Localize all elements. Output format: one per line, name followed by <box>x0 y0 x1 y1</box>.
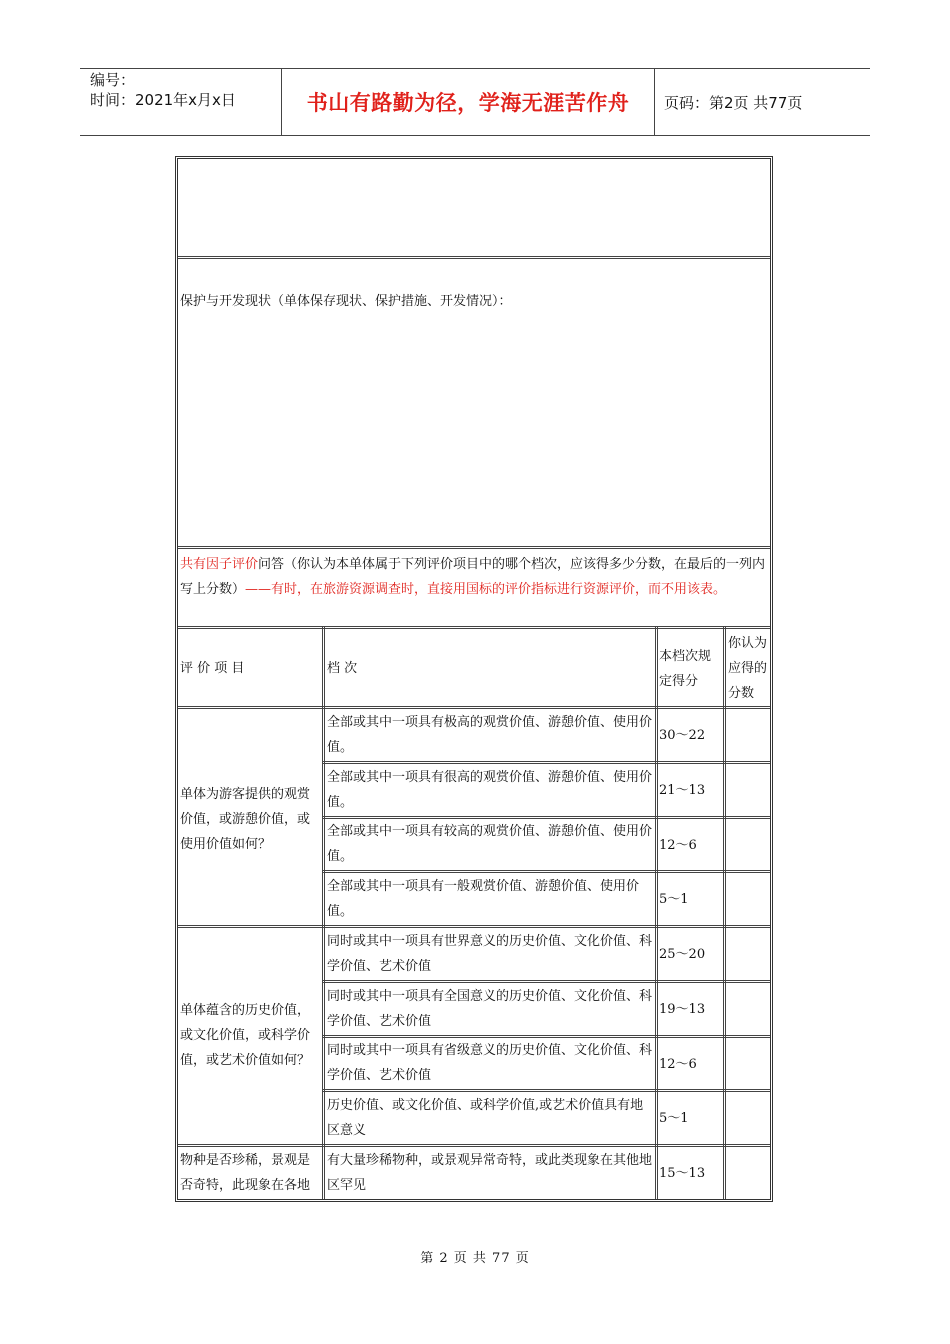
column-divider <box>322 626 325 1199</box>
score-cell: 12～6 <box>659 838 697 853</box>
header-bottom-rule <box>80 135 870 136</box>
row-divider <box>322 980 770 983</box>
level-cell: 全部或其中一项具有较高的观赏价值、游憩价值、使用价值。 <box>327 824 653 864</box>
row-divider <box>178 256 770 259</box>
page-info: 页码：第2页 共77页 <box>664 94 803 112</box>
level-cell: 同时或其中一项具有省级意义的历史价值、文化价值、科学价值、艺术价值 <box>327 1043 653 1083</box>
score-cell: 5～1 <box>659 892 689 907</box>
row-divider <box>178 925 770 928</box>
instruction-red-note: ——有时，在旅游资源调查时，直接用国标的评价指标进行资源评价，而不用该表。 <box>245 582 727 597</box>
level-cell: 全部或其中一项具有一般观赏价值、游憩价值、使用价值。 <box>327 879 640 919</box>
time-label: 时间：2021年x月x日 <box>90 91 236 109</box>
level-cell: 历史价值、或文化价值、或科学价值,或艺术价值具有地区意义 <box>327 1098 644 1138</box>
level-cell: 有大量珍稀物种，或景观异常奇特，或此类现象在其他地区罕见 <box>327 1153 653 1193</box>
row-divider <box>322 870 770 873</box>
group-item: 单体为游客提供的观赏价值，或游憩价值，或使用价值如何？ <box>180 787 311 852</box>
header-level: 档 次 <box>327 661 358 676</box>
group-item: 单体蕴含的历史价值，或文化价值，或科学价值，或艺术价值如何？ <box>180 1003 311 1068</box>
header-motto: 书山有路勤为径，学海无涯苦作舟 <box>306 90 630 115</box>
level-cell: 全部或其中一项具有很高的观赏价值、游憩价值、使用价值。 <box>327 770 653 810</box>
row-divider <box>322 1089 770 1092</box>
group-item: 物种是否珍稀，景观是否奇特，此现象在各地 <box>180 1153 311 1193</box>
number-label: 编号： <box>90 71 136 89</box>
column-divider <box>655 626 658 1199</box>
score-cell: 5～1 <box>659 1111 689 1126</box>
header-your-score: 你认为应得的分数 <box>728 636 768 701</box>
row-divider <box>322 761 770 764</box>
column-divider <box>723 626 726 1199</box>
score-cell: 30～22 <box>659 728 706 743</box>
score-cell: 15～13 <box>659 1166 706 1181</box>
protection-status-label: 保护与开发现状（单体保存现状、保护措施、开发情况）： <box>180 294 512 309</box>
page-footer: 第 2 页 共 77 页 <box>420 1251 530 1266</box>
header-divider <box>654 68 655 135</box>
instruction-text: 问答（你认为本单体属于下列评价项目中的哪个档次，应该得多少分数，在最后的一列内写上分数） <box>180 557 766 597</box>
level-cell: 全部或其中一项具有极高的观赏价值、游憩价值、使用价值。 <box>327 715 653 755</box>
level-cell: 同时或其中一项具有世界意义的历史价值、文化价值、科学价值、艺术价值 <box>327 934 653 974</box>
instruction-red-title: 共有因子评价 <box>180 557 259 572</box>
row-divider <box>178 706 770 709</box>
header-left <box>90 70 236 110</box>
row-divider <box>178 1144 770 1147</box>
header-score: 本档次规定得分 <box>659 649 712 689</box>
score-cell: 19～13 <box>659 1002 706 1017</box>
score-cell: 12～6 <box>659 1057 697 1072</box>
header-item: 评 价 项 目 <box>180 661 245 676</box>
level-cell: 同时或其中一项具有全国意义的历史价值、文化价值、科学价值、艺术价值 <box>327 989 653 1029</box>
score-cell: 25～20 <box>659 947 706 962</box>
evaluation-instruction <box>180 552 770 602</box>
row-divider <box>178 546 770 549</box>
row-divider <box>178 626 770 629</box>
score-cell: 21～13 <box>659 783 706 798</box>
